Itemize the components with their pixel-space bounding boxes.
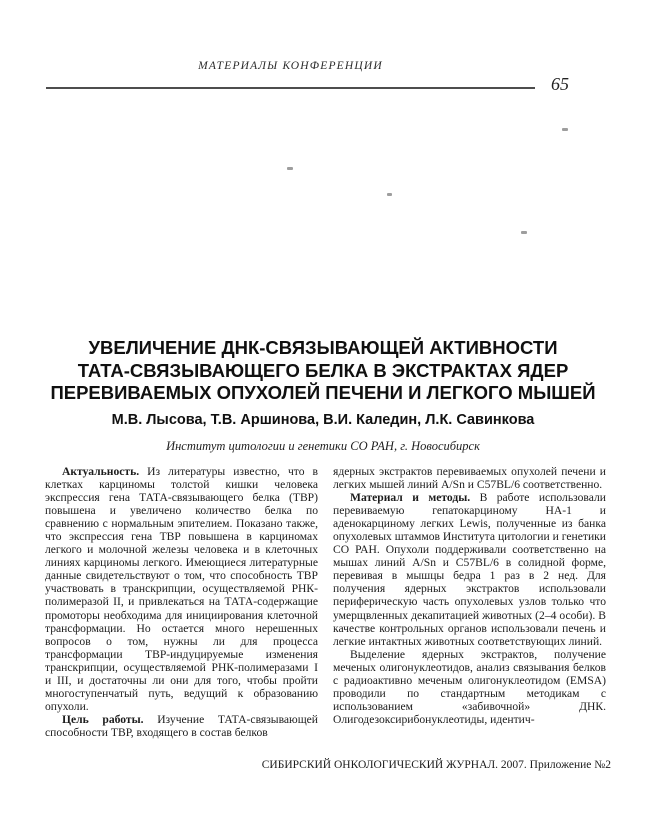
body-paragraph: Актуальность. Из литературы известно, что в клетках карциномы толстой кишки человека экспрессия гена ТАТА-связывающего белка (ТВР) повышена и увеличено количество белка по сравнению с нормальным эпителием. Показано также, что экспрессия гена ТВР повышена в карциномах легкого и молочной железы человека и в клеточных линиях карциномы легкого. Имеющиеся литературные данные свидетельствуют о том, что способность ТВР участвовать в транскрипции, осуществляемой РНК-полимеразой II, и привлекаться на ТАТА-содержащие промоторы необходима для инициирования клеточной трансформации. Но остается много нерешенных вопросов о том, нужны ли для процесса трансформации ТВР-индуцируемые изменения транскрипции, осуществляемой РНК-полимеразами I и III, и достаточны ли они для того, чтобы пройти многоступенчатый путь, ведущий к образованию опухоли. [45,465,318,713]
affiliation-line: Институт цитологии и генетики СО РАН, г. Новосибирск [166,439,480,453]
paragraph-lead: Актуальность. [62,465,148,478]
left-column [45,465,318,739]
article-title [28,337,618,405]
body-paragraph: Цель работы. Изучение ТАТА-связывающей способности ТВР, входящего в состав белков [45,712,318,739]
article-title-line: ТАТА-СВЯЗЫВАЮЩЕГО БЕЛКА В ЭКСТРАКТАХ ЯДЕР [77,359,569,381]
article-title-line: ПЕРЕВИВАЕМЫХ ОПУХОЛЕЙ ПЕЧЕНИ И ЛЕГКОГО МЫШЕЙ [50,382,596,403]
running-head: МАТЕРИАЛЫ КОНФЕРЕНЦИИ [198,60,383,72]
body-paragraph: Материал и методы. В работе использовали перевиваемую гепатокарциному НА-1 и аденокарциному легких Lewis, полученные из банка опухолевых штаммов Института цитологии и генетики СО РАН. Опухоли поддерживали соответственно на мышах линий A/Sn и C57BL/6 в солидной форме, перевивая в мышцы бедра 1 раз в 2 нед. Для получения ядерных экстрактов использовали периферическую часть опухолевых узлов только что умерщвленных декапитацией животных (2–4 особи). В качестве контрольных органов использовали печень и легкие интактных животных соответствующих линий. [333,491,606,648]
right-column [333,465,606,739]
authors-line: М.В. Лысова, Т.В. Аршинова, В.И. Каледин, Л.К. Савинкова [111,412,535,428]
page-number: 65 [551,74,569,94]
paragraph-lead: Материал и методы. [350,491,480,505]
journal-footline: СИБИРСКИЙ ОНКОЛОГИЧЕСКИЙ ЖУРНАЛ. 2007. Приложение №2 [261,759,611,771]
body-paragraph: ядерных экстрактов перевиваемых опухолей печени и легких мышей линий A/Sn и C57BL/6 соответственно. [333,465,606,492]
paragraph-lead: Цель работы. [62,712,158,726]
scan-speck [387,193,392,196]
article-title-line: УВЕЛИЧЕНИЕ ДНК-СВЯЗЫВАЮЩЕЙ АКТИВНОСТИ [88,337,558,358]
scan-speck [521,231,527,234]
header-rule [46,87,535,89]
article-body [45,465,606,739]
scan-speck [287,167,293,170]
body-paragraph: Выделение ядерных экстрактов, получение меченых олигонуклеотидов, анализ связывания белков с радиоактивно меченым олигонуклеотидом (EMSA) проводили по стандартным методикам с использованием «забивочной» ДНК. Олигодезоксирибонуклеотиды, идентич- [333,647,606,726]
scan-speck [562,128,568,131]
